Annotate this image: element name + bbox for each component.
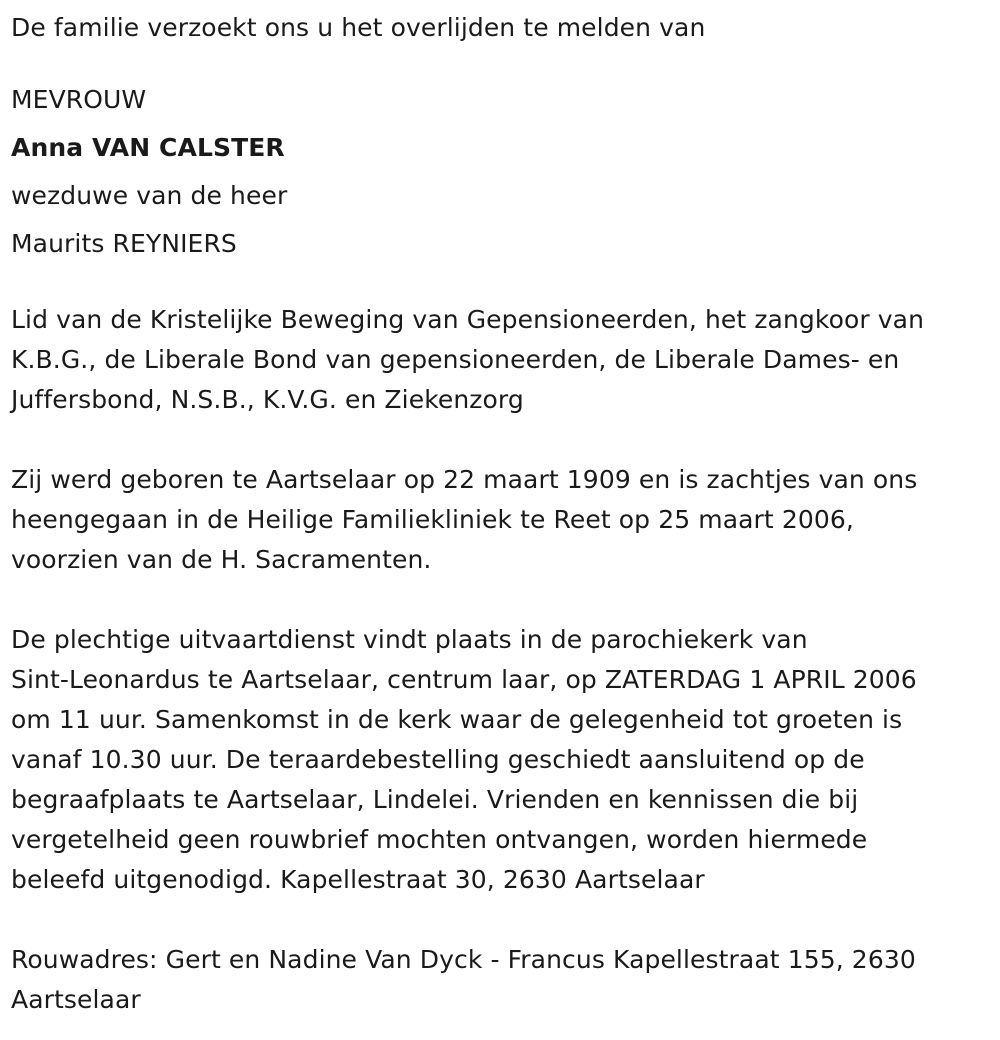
deceased-title: MEVROUW: [11, 85, 147, 114]
spacer: [11, 580, 990, 620]
intro-text: De familie verzoekt ons u het overlijden te melden van: [11, 13, 706, 42]
address-paragraph: [11, 940, 990, 1020]
service-line: begraafplaats te Aartselaar, Lindelei. Vrienden en kennissen die bij: [11, 785, 859, 814]
deceased-name: Anna VAN CALSTER: [11, 133, 285, 162]
deceased-block: [11, 76, 990, 268]
service-line: De plechtige uitvaartdienst vindt plaats in de parochiekerk van: [11, 625, 808, 654]
membership-paragraph: [11, 300, 990, 420]
deceased-spouse: Maurits REYNIERS: [11, 229, 237, 258]
birth-death-paragraph: [11, 460, 990, 580]
service-line: vanaf 10.30 uur. De teraardebestelling geschiedt aansluitend op de: [11, 745, 865, 774]
spacer: [11, 900, 990, 940]
service-line: om 11 uur. Samenkomst in de kerk waar de gelegenheid tot groeten is: [11, 705, 903, 734]
service-paragraph: [11, 620, 990, 900]
spacer: [11, 268, 990, 300]
service-line: beleefd uitgenodigd. Kapellestraat 30, 2630 Aartselaar: [11, 865, 705, 894]
membership-line: K.B.G., de Liberale Bond van gepensioneerden, de Liberale Dames- en: [11, 345, 900, 374]
membership-line: Lid van de Kristelijke Beweging van Gepensioneerden, het zangkoor van: [11, 305, 925, 334]
birth-death-line: heengegaan in de Heilige Familiekliniek te Reet op 25 maart 2006,: [11, 505, 854, 534]
birth-death-line: Zij werd geboren te Aartselaar op 22 maart 1909 en is zachtjes van ons: [11, 465, 918, 494]
address-line: Aartselaar: [11, 985, 141, 1014]
membership-line: Juffersbond, N.S.B., K.V.G. en Ziekenzorg: [11, 385, 524, 414]
birth-death-line: voorzien van de H. Sacramenten.: [11, 545, 432, 574]
service-line: vergetelheid geen rouwbrief mochten ontvangen, worden hiermede: [11, 825, 868, 854]
service-line: Sint-Leonardus te Aartselaar, centrum laar, op ZATERDAG 1 APRIL 2006: [11, 665, 917, 694]
spacer: [11, 420, 990, 460]
address-line: Rouwadres: Gert en Nadine Van Dyck - Francus Kapellestraat 155, 2630: [11, 945, 916, 974]
deceased-relation: wezduwe van de heer: [11, 181, 288, 210]
